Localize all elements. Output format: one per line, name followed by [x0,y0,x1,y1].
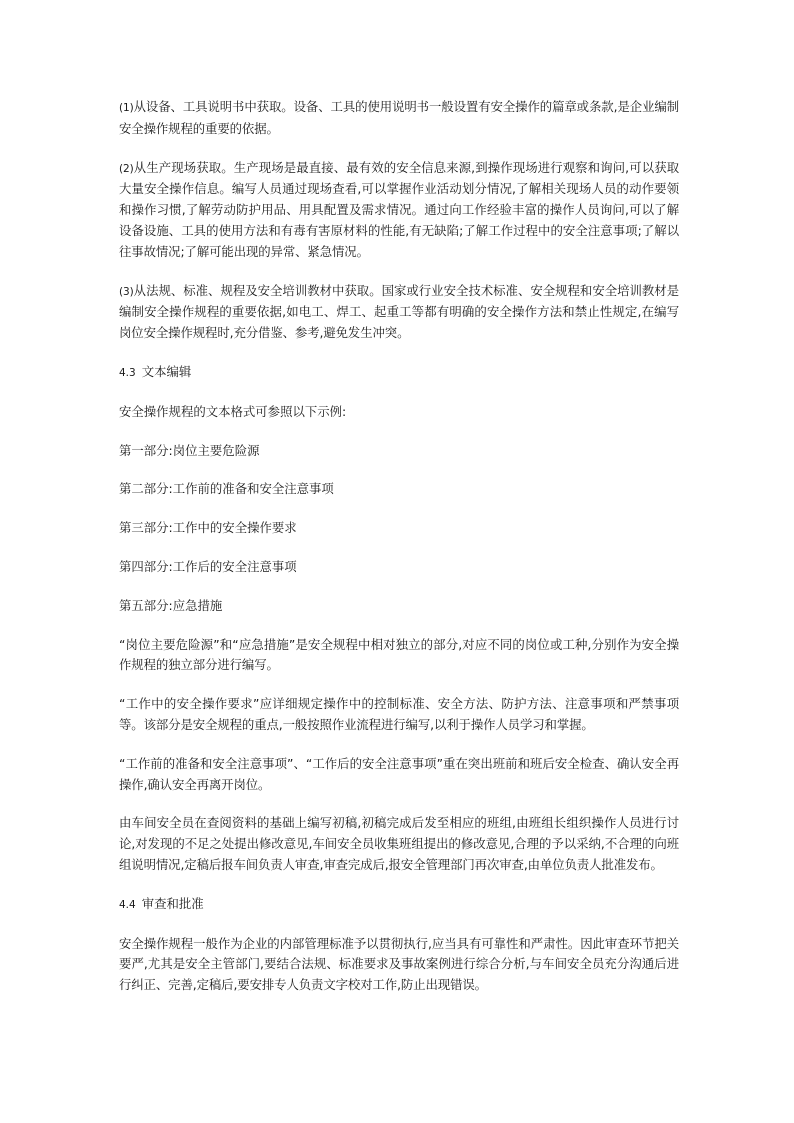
part-5: 第五部分:应急措施 [119,597,223,613]
item-number: (3) [119,285,134,298]
paragraph-hazards-emergency: “岗位主要危险源”和“应急措施”是安全规程中相对独立的部分,对应不同的岗位或工种,分别作为安全操作规程的独立部分进行编写。 [119,636,679,673]
paragraph-drafting-process: 由车间安全员在查阅资料的基础上编写初稿,初稿完成后发至相应的班组,由班组长组织操作人员进行讨论,对发现的不足之处提出修改意见,车间安全员收集班组提出的修改意见,合理的予以采纳,不合理的向班组说明情况,定稿后报车间负责人审查,审查完成后,报安全管理部门再次审查,由单位负责人批准发布。 [119,815,679,872]
paragraph-review-approval: 安全操作规程一般作为企业的内部管理标准予以贯彻执行,应当具有可靠性和严肃性。因此审查环节把关要严,尤其是安全主管部门,要结合法规、标准要求及事故案例进行综合分析,与车间安全员充分沟通后进行纠正、完善,定稿后,要安排专人负责文字校对工作,防止出现错误。 [119,935,679,993]
section-number: 4.3 [119,366,136,379]
section-heading-4-3 [119,362,679,384]
part-3: 第三部分:工作中的安全操作要求 [119,520,297,536]
document-body [119,97,679,1014]
paragraph-source-regulations [119,281,679,344]
part-4: 第四部分:工作后的安全注意事项 [119,558,297,574]
text-format-intro: 安全操作规程的文本格式可参照以下示例: [119,403,347,419]
part-1: 第一部分:岗位主要危险源 [119,442,260,458]
paragraph-text: 从生产现场获取。生产现场是最直接、最有效的安全信息来源,到操作现场进行观察和询问,可以获取大量安全操作信息。编写人员通过现场查看,可以掌握作业活动划分情况,了解相关现场人员的动作要领和操作习惯,了解劳动防护用品、用具配置及需求情况。通过向工作经验丰富的操作人员询问,可以了解设备设施、工具的使用方法和有毒有害原材料的性能,有无缺陷;了解工作过程中的安全注意事项;了解以往事故情况;了解可能出现的异常、紧急情况。 [119,159,679,259]
paragraph-operation-requirements: “工作中的安全操作要求”应详细规定操作中的控制标准、安全方法、防护方法、注意事项和严禁事项等。该部分是安全规程的重点,一般按照作业流程进行编写,以利于操作人员学习和掌握。 [119,696,679,732]
section-title: 文本编辑 [141,363,192,379]
section-title: 审查和批准 [141,895,204,911]
section-number: 4.4 [119,898,136,911]
paragraph-text: 从设备、工具说明书中获取。设备、工具的使用说明书一般设置有安全操作的篇章或条款,是企业编制安全操作规程的重要的依据。 [119,99,679,136]
section-heading-4-4 [119,894,679,916]
item-number: (1) [119,102,134,114]
item-number: (2) [119,162,134,175]
paragraph-pre-post-work: “工作前的准备和安全注意事项”、“工作后的安全注意事项”重在突出班前和班后安全检查、确认安全再操作,确认安全再离开岗位。 [119,755,679,792]
paragraph-source-site [119,158,679,263]
paragraph-text: 从法规、标准、规程及安全培训教材中获取。国家或行业安全技术标准、安全规程和安全培训教材是编制安全操作规程的重要依据,如电工、焊工、起重工等都有明确的安全操作方法和禁止性规定,在编写岗位安全操作规程时,充分借鉴、参考,避免发生冲突。 [119,282,679,341]
paragraph-source-manuals [119,97,679,140]
part-2: 第二部分:工作前的准备和安全注意事项 [119,481,334,497]
